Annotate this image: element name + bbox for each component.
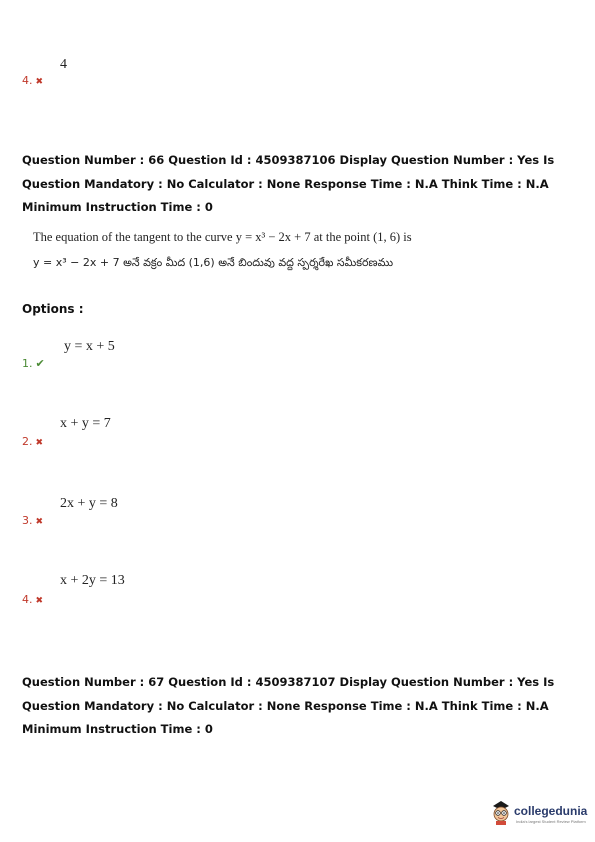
cross-icon: ✖ bbox=[35, 517, 44, 527]
option-4-label bbox=[22, 593, 43, 606]
checkmark-icon: ✔ bbox=[35, 357, 45, 370]
question-67-header: Question Number : 67 Question Id : 4509387107 Display Question Number : Yes Is Question Mandatory : No Calculator : None Response Time : N.A Think Time : N.A Minimum Instruction Time : 0 bbox=[22, 675, 555, 736]
option-2-number: 2. bbox=[22, 435, 33, 448]
logo-tagline: India's largest Student Review Platform bbox=[516, 819, 586, 824]
option-1-label bbox=[22, 357, 45, 370]
mascot-icon bbox=[490, 800, 512, 826]
option-4-number: 4. bbox=[22, 593, 33, 606]
options-label: Options : bbox=[22, 302, 84, 316]
prev-option-4-label bbox=[22, 74, 43, 87]
cross-icon: ✖ bbox=[35, 77, 44, 87]
cross-icon: ✖ bbox=[35, 438, 44, 448]
prev-option-4-number: 4. bbox=[22, 74, 33, 87]
option-4-text: x + 2y = 13 bbox=[60, 573, 125, 588]
question-66-header: Question Number : 66 Question Id : 4509387106 Display Question Number : Yes Is Question Mandatory : No Calculator : None Response Time : N.A Think Time : N.A Minimum Instruction Time : 0 bbox=[22, 153, 555, 214]
option-2-text: x + y = 7 bbox=[60, 416, 111, 431]
logo-name: collegedunia bbox=[514, 804, 588, 818]
option-3-label bbox=[22, 514, 43, 527]
option-3-number: 3. bbox=[22, 514, 33, 527]
prev-option-4-value: 4 bbox=[60, 57, 67, 72]
option-1-text: y = x + 5 bbox=[64, 339, 115, 354]
option-3-text: 2x + y = 8 bbox=[60, 496, 118, 511]
collegedunia-logo bbox=[490, 800, 590, 830]
option-1-number: 1. bbox=[22, 357, 33, 370]
question-66-text-english: The equation of the tangent to the curve y = x³ − 2x + 7 at the point (1, 6) is bbox=[33, 230, 412, 244]
option-2-label bbox=[22, 435, 43, 448]
question-66-text-telugu: y = x³ − 2x + 7 అనే వక్రం మీద (1,6) అనే బిందువు వద్ద స్పర్శరేఖ సమీకరణము bbox=[33, 256, 394, 269]
cross-icon: ✖ bbox=[35, 596, 44, 606]
